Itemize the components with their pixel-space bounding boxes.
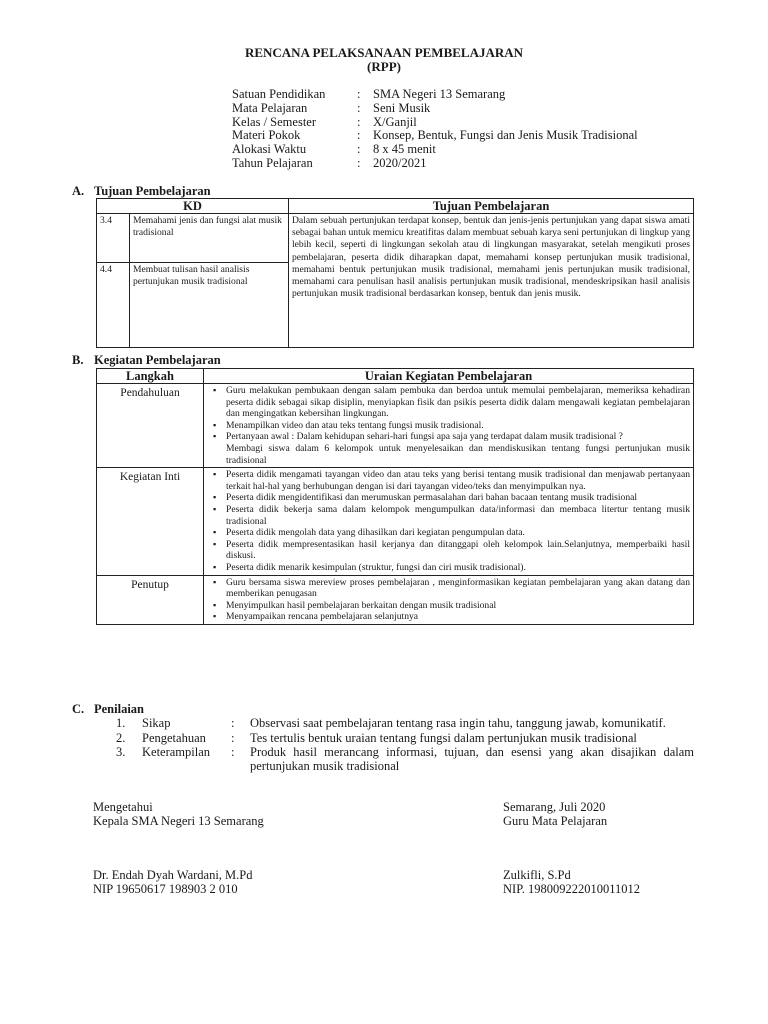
penilaian-label: Pengetahuan <box>142 730 206 745</box>
info-colon: : <box>357 142 361 157</box>
kegiatan-table <box>96 368 694 625</box>
header-langkah: Langkah <box>97 369 204 384</box>
langkah-penutup: Penutup <box>97 575 204 624</box>
penilaian-colon: : <box>231 730 235 745</box>
section-title: Penilaian <box>94 702 145 716</box>
penilaian-item <box>116 746 694 773</box>
langkah-inti: Kegiatan Inti <box>97 468 204 575</box>
signature-left-line2: Kepala SMA Negeri 13 Semarang <box>93 814 264 828</box>
header-tujuan: Tujuan Pembelajaran <box>289 199 694 214</box>
penilaian-number: 2. <box>116 730 126 745</box>
list-item: ▪ Peserta didik menarik kesimpulan (struktur, fungsi dan ciri musik tradisional). <box>226 562 690 574</box>
list-item: ▪ Guru bersama siswa mereview proses pembelajaran , menginformasikan kegiatan pembelajaran yang akan datang dan memberikan penugasan <box>226 577 690 600</box>
list-item: ▪ Guru melakukan pembukaan dengan salam pembuka dan berdoa untuk memulai pembelajaran, memeriksa kehadiran peserta didik sebagai sikap disiplin, menyiapkan fisik dan psikis peserta didik dalam mengawali kegiatan pembelajaran dan mengingatkan kebersihan lingkungan. <box>226 385 690 420</box>
signature-right-line2: Guru Mata Pelajaran <box>503 814 608 828</box>
signature-right-nip: NIP. 198009222010011012 <box>503 882 641 896</box>
activity-list <box>212 577 690 623</box>
penilaian-label: Keterampilan <box>142 745 211 760</box>
info-value: 8 x 45 menit <box>373 142 436 157</box>
table-header-row <box>97 199 694 214</box>
section-title: Kegiatan Pembelajaran <box>94 353 221 367</box>
activity-list <box>212 385 690 466</box>
header-uraian: Uraian Kegiatan Pembelajaran <box>204 369 694 384</box>
list-item: ▪ Menampilkan video dan atau teks tentang fungsi musik tradisional. <box>226 420 690 432</box>
penilaian-value: Produk hasil merancang informasi, tujuan, dan esensi yang akan disajikan dalam pertunjukan musik tradisional <box>250 745 694 773</box>
list-item: ▪ Menyampaikan rencana pembelajaran selanjutnya <box>226 611 690 623</box>
list-item: ▪ Peserta didik mengamati tayangan video dan atau teks yang berisi tentang musik tradisional dan menjawab pertanyaan terkait hal-hal yang berhubungan dengan isi dari tayangan video/teks dan menyimpulkan nya. <box>226 469 690 492</box>
info-label: Materi Pokok <box>232 128 301 143</box>
info-value: SMA Negeri 13 Semarang <box>373 87 506 101</box>
info-value: 2020/2021 <box>373 155 427 170</box>
penilaian-colon: : <box>231 745 235 760</box>
info-colon: : <box>357 87 361 101</box>
activity-list <box>212 469 690 573</box>
table-row <box>97 384 694 468</box>
kd-text: Memahami jenis dan fungsi alat musik tradisional <box>130 214 289 263</box>
section-title: Tujuan Pembelajaran <box>94 184 211 198</box>
penilaian-item <box>116 732 694 746</box>
list-item: ▪ Menyimpulkan hasil pembelajaran berkaitan dengan musik tradisional <box>226 600 690 612</box>
info-label: Mata Pelajaran <box>232 100 308 115</box>
section-letter: A. <box>72 184 85 198</box>
section-a-heading <box>72 184 211 198</box>
penilaian-list <box>116 717 694 773</box>
kd-text: Membuat tulisan hasil analisis pertunjukan musik tradisional <box>130 263 289 348</box>
info-label: Alokasi Waktu <box>232 142 307 157</box>
signature-left-nip: NIP 19650617 198903 2 010 <box>93 882 238 896</box>
info-label: Kelas / Semester <box>232 114 317 129</box>
kd-number: 3.4 <box>97 214 130 263</box>
section-c-heading <box>72 702 144 716</box>
list-item: ▪ Pertanyaan awal : Dalam kehidupan sehari-hari fungsi apa saja yang terdapat dalam musik tradisional ? <box>226 431 690 443</box>
info-colon: : <box>357 114 361 129</box>
document-title: RENCANA PELAKSANAAN PEMBELAJARAN <box>244 45 524 60</box>
info-value: Konsep, Bentuk, Fungsi dan Jenis Musik Tradisional <box>373 128 638 143</box>
section-letter: C. <box>72 702 85 716</box>
penilaian-value: Tes tertulis bentuk uraian tentang fungsi dalam pertunjukan musik tradisional <box>250 730 637 745</box>
uraian-inti <box>204 468 694 575</box>
table-header-row <box>97 369 694 384</box>
list-item: ▪ Peserta didik bekerja sama dalam kelompok mengumpulkan data/informasi dan membaca litertur tentang musik tradisional <box>226 504 690 527</box>
penilaian-number: 1. <box>116 716 126 730</box>
uraian-penutup <box>204 575 694 624</box>
list-item: ▪ Peserta didik mengolah data yang dihasilkan dari kegiatan pengumpulan data. <box>226 527 690 539</box>
langkah-pendahuluan: Pendahuluan <box>97 384 204 468</box>
signature-right-line1: Semarang, Juli 2020 <box>503 800 606 814</box>
list-item: Membagi siswa dalam 6 kelompok untuk menyelesaikan dan mendiskusikan tentang fungsi pertunjukan musik tradisional <box>226 442 690 466</box>
info-label: Tahun Pelajaran <box>232 155 313 170</box>
penilaian-value: Observasi saat pembelajaran tentang rasa ingin tahu, tanggung jawab, komunikatif. <box>250 716 666 730</box>
info-colon: : <box>357 100 361 115</box>
info-value: Seni Musik <box>373 100 431 115</box>
tujuan-text: Dalam sebuah pertunjukan terdapat konsep, bentuk dan jenis-jenis pertunjukan yang dapat siswa amati sebagai bahan untuk memicu kreatifitas dalam membuat sebuah karya seni pertunjukan di lingkup yang lebih kecil, seperti di lingkungan sekolah atau di lingkungan masyarakat, setelah mengikuti proses pembelajaran, peserta didik diharapkan dapat, memahami konsep pertunjukan musik tradisional, memahami bentuk pertunjukan musik tradisional, memahami jenis pertunjukan musik tradisional, memahami cara penulisan hasil analisis pertunjukan musik tradisional, mendeskripsikan hasil analisis pertunjukan musik tradisional berdasarkan konsep, bentuk dan jenis musik. <box>289 214 694 348</box>
penilaian-item <box>116 717 694 731</box>
signature-left-line1: Mengetahui <box>93 800 153 814</box>
signature-right-name: Zulkifli, S.Pd <box>503 868 571 882</box>
table-row <box>97 575 694 624</box>
section-letter: B. <box>72 353 84 367</box>
signature-left-name: Dr. Endah Dyah Wardani, M.Pd <box>93 868 253 882</box>
table-row <box>97 468 694 575</box>
info-colon: : <box>357 128 361 143</box>
info-colon: : <box>357 155 361 170</box>
tujuan-table <box>96 198 694 348</box>
info-label: Satuan Pendidikan <box>232 87 326 101</box>
header-kd: KD <box>97 199 289 214</box>
section-b-heading <box>72 353 221 367</box>
table-row <box>97 214 694 263</box>
kd-number: 4.4 <box>97 263 130 348</box>
list-item: ▪ Peserta didik mempresentasikan hasil kerjanya dan ditanggapi oleh kelompok lain.Selanjutnya, memperbaiki hasil diskusi. <box>226 539 690 562</box>
penilaian-colon: : <box>231 716 235 730</box>
info-value: X/Ganjil <box>373 114 417 129</box>
penilaian-label: Sikap <box>142 716 171 730</box>
uraian-pendahuluan <box>204 384 694 468</box>
document-subtitle: (RPP) <box>367 59 401 74</box>
list-item: ▪ Peserta didik mengidentifikasi dan merumuskan permasalahan dari bahan bacaan tentang musik tradisional <box>226 492 690 504</box>
penilaian-number: 3. <box>116 745 126 760</box>
